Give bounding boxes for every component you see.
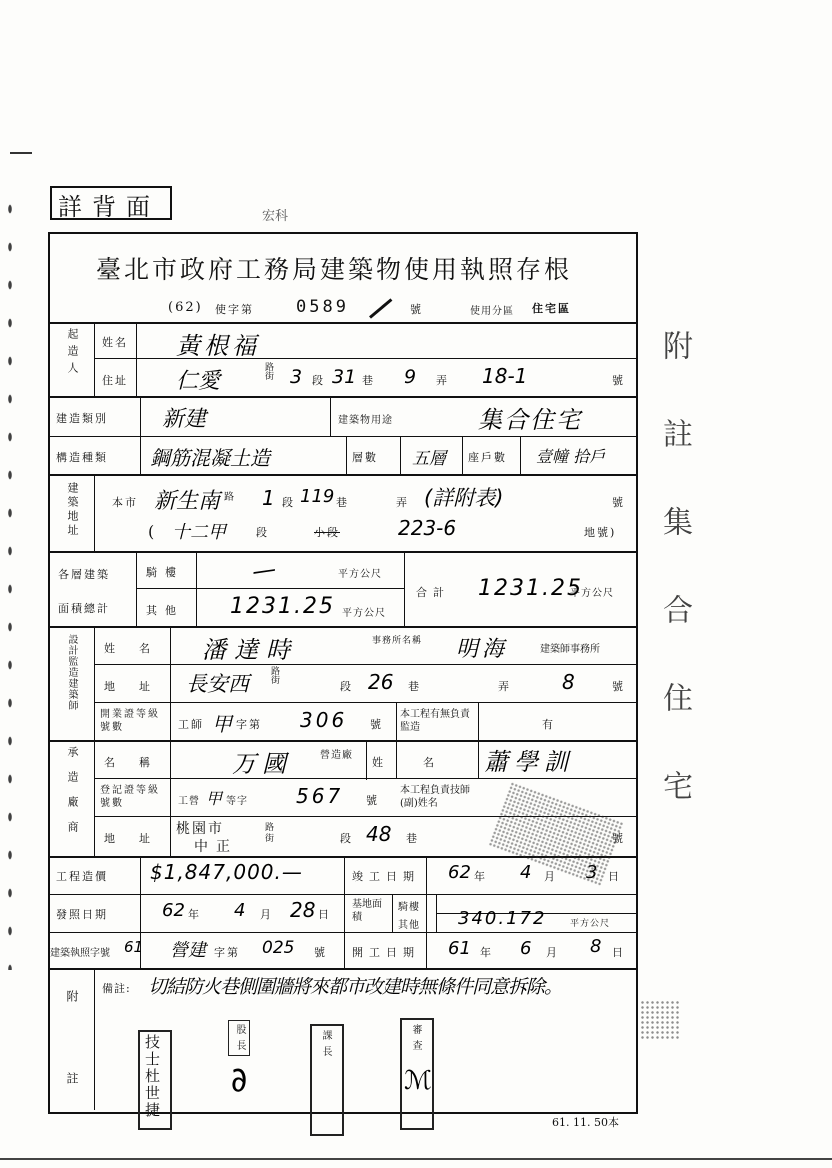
contractor-reg-prefix: 工營 bbox=[178, 796, 200, 807]
designer-addr-road: 長安西 bbox=[186, 672, 249, 696]
designer-office-label: 事務所名稱 bbox=[372, 636, 423, 646]
floors-value: 五層 bbox=[412, 449, 446, 469]
build-permit-mid: 字第 bbox=[214, 946, 240, 959]
lot-prefix: ( bbox=[148, 522, 157, 541]
rule bbox=[94, 628, 95, 856]
start-month: 6 bbox=[520, 938, 532, 959]
start-label: 開工日期 bbox=[352, 946, 420, 959]
review-stamp-text: 審查 bbox=[410, 1024, 421, 1056]
site-sec-unit: 段 bbox=[282, 496, 295, 509]
start-year: 61 bbox=[448, 938, 471, 959]
rule bbox=[196, 553, 197, 627]
base-area-label: 基地面積 bbox=[352, 899, 382, 923]
permit-number: 0589 bbox=[296, 297, 349, 317]
build-permit-suffix: 號 bbox=[314, 946, 327, 959]
site-road-unit: 路 bbox=[224, 492, 235, 503]
site-sec: 1 bbox=[262, 486, 275, 510]
permit-word: 使字第 bbox=[215, 303, 254, 316]
issue-month-unit: 月 bbox=[260, 908, 273, 921]
rule bbox=[48, 436, 636, 437]
rule bbox=[48, 932, 636, 933]
cost-value: $1,847,000.— bbox=[150, 860, 303, 884]
completion-day: 3 bbox=[586, 862, 598, 883]
form-code: 61. 11. 50本 bbox=[552, 1116, 619, 1129]
structure-value: 鋼筋混凝土造 bbox=[150, 446, 270, 470]
rule bbox=[48, 474, 636, 476]
contractor-addr-label: 地址 bbox=[104, 832, 174, 845]
remarks-group-label: 附註 bbox=[65, 990, 79, 1154]
start-day: 8 bbox=[590, 936, 602, 957]
right-margin-dots bbox=[640, 1000, 680, 1040]
starter-addr-no-unit: 號 bbox=[612, 374, 625, 387]
contractor-group-label: 承造廠商 bbox=[66, 746, 79, 846]
issue-month: 4 bbox=[234, 900, 246, 921]
section-chief-signature: ∂ bbox=[226, 1058, 251, 1102]
form-title: 臺北市政府工務局建築物使用執照存根 bbox=[96, 255, 573, 284]
site-note: (詳附表) bbox=[424, 486, 504, 510]
permit-suffix: 號 bbox=[410, 303, 423, 316]
issue-day-unit: 日 bbox=[318, 908, 331, 921]
floors-label: 層數 bbox=[352, 451, 378, 464]
division-chief-stamp-text: 課長 bbox=[320, 1030, 331, 1062]
rule bbox=[48, 968, 636, 970]
designer-addr-alley-unit: 弄 bbox=[498, 680, 511, 693]
site-alley-unit: 弄 bbox=[396, 496, 409, 509]
designer-license-grade: 甲 bbox=[212, 712, 232, 736]
rule bbox=[136, 553, 137, 627]
starter-name-label: 姓名 bbox=[102, 336, 128, 349]
base-other-label: 其他 bbox=[398, 920, 420, 931]
other-area-label: 其他 bbox=[146, 604, 184, 617]
starter-addr-label: 住址 bbox=[102, 374, 128, 387]
designer-addr-no-unit: 號 bbox=[612, 680, 625, 693]
rule bbox=[366, 742, 367, 780]
category-value: 新建 bbox=[162, 407, 207, 432]
starter-name-value: 黃根福 bbox=[176, 332, 260, 360]
contractor-reg-label: 登記證等級號數 bbox=[100, 785, 160, 809]
contractor-name-label: 名稱 bbox=[104, 756, 174, 769]
rule bbox=[94, 970, 95, 1110]
contractor-addr-no-unit: 號 bbox=[612, 832, 625, 845]
starter-addr-no: 18-1 bbox=[482, 364, 528, 388]
site-city: 本市 bbox=[112, 496, 138, 509]
total-area-unit: 平方公尺 bbox=[570, 588, 614, 599]
designer-office-value: 明海 bbox=[456, 637, 509, 662]
designer-addr-no: 8 bbox=[562, 670, 575, 694]
completion-year-unit: 年 bbox=[474, 870, 487, 883]
category-label: 建造類別 bbox=[56, 412, 108, 425]
site-road: 新生南 bbox=[154, 489, 221, 514]
top-rule bbox=[10, 152, 32, 154]
lot-section: 十二甲 bbox=[172, 522, 226, 543]
lot-number: 223-6 bbox=[398, 516, 457, 540]
issue-year: 62 bbox=[162, 900, 185, 921]
contractor-addr-lane-unit: 巷 bbox=[406, 832, 419, 845]
designer-license-word: 字第 bbox=[236, 718, 262, 731]
other-area-unit: 平方公尺 bbox=[342, 608, 386, 619]
permit-year: (62) bbox=[168, 300, 203, 315]
rule bbox=[344, 856, 345, 968]
arcade-label: 騎樓 bbox=[146, 566, 184, 579]
base-arcade-label: 騎樓 bbox=[398, 902, 420, 913]
completion-month-unit: 月 bbox=[544, 870, 557, 883]
base-area-unit: 平方公尺 bbox=[570, 919, 611, 929]
total-area-value: 1231.25 bbox=[478, 576, 583, 601]
completion-month: 4 bbox=[520, 862, 532, 883]
rule bbox=[426, 856, 427, 968]
use-label: 建築物用途 bbox=[338, 415, 393, 426]
issue-year-unit: 年 bbox=[188, 908, 201, 921]
rule bbox=[400, 436, 401, 474]
site-no-unit: 號 bbox=[612, 496, 625, 509]
rule bbox=[346, 436, 347, 474]
site-lane: 119 bbox=[300, 486, 335, 507]
lot-sub: 小段 bbox=[314, 526, 340, 539]
contractor-name-value: 万國 bbox=[232, 750, 292, 778]
rule bbox=[94, 476, 95, 552]
starter-addr-lane-unit: 巷 bbox=[362, 374, 375, 387]
designer-license-no: 306 bbox=[300, 708, 348, 732]
designer-addr-road-unit: 路街 bbox=[269, 666, 279, 684]
lot-suffix: 地號) bbox=[584, 526, 617, 539]
build-permit-word: 營建 bbox=[170, 940, 206, 961]
supervise-label: 本工程有無負責監造 bbox=[400, 709, 470, 733]
build-permit-year: 61 bbox=[124, 938, 144, 956]
base-other-value: 340.172 bbox=[458, 908, 547, 929]
units-label: 座戶數 bbox=[468, 451, 507, 464]
structure-label: 構造種類 bbox=[56, 451, 108, 464]
starter-addr-sec: 3 bbox=[290, 366, 303, 388]
use-value: 集合住宅 bbox=[478, 406, 582, 434]
designer-addr-lane-unit: 巷 bbox=[408, 680, 421, 693]
contractor-reg-no: 567 bbox=[296, 784, 344, 808]
starter-addr-road-unit: 路街 bbox=[263, 362, 273, 380]
arcade-unit: 平方公尺 bbox=[338, 569, 382, 580]
rule bbox=[330, 398, 331, 436]
area-label-2: 面積總計 bbox=[58, 602, 110, 615]
rule bbox=[94, 702, 636, 703]
starter-addr-alley: 9 bbox=[404, 366, 417, 388]
designer-addr-label: 地址 bbox=[104, 680, 174, 693]
rule bbox=[140, 398, 141, 476]
rule bbox=[520, 436, 521, 474]
designer-license-prefix: 工師 bbox=[178, 718, 204, 731]
back-side-tab-label: 詳背面 bbox=[58, 193, 160, 221]
rule bbox=[94, 664, 636, 665]
units-value: 壹幢 拾戶 bbox=[536, 447, 606, 466]
bottom-rule bbox=[0, 1158, 832, 1160]
designer-license-suffix: 號 bbox=[370, 718, 383, 731]
build-permit-number: 025 bbox=[262, 938, 295, 958]
rule bbox=[48, 894, 636, 895]
contractor-addr-city: 桃園市 bbox=[176, 821, 224, 837]
lot-sec-unit: 段 bbox=[256, 526, 269, 539]
section-chief-stamp-text: 股長 bbox=[234, 1024, 245, 1056]
rule bbox=[478, 702, 479, 778]
zone-label: 使用分區 bbox=[470, 306, 514, 317]
rule bbox=[436, 894, 437, 932]
supervise-value: 有 bbox=[542, 718, 555, 731]
contractor-reg-word: 等字 bbox=[226, 796, 248, 807]
inspector-stamp-text: 技士杜世捷 bbox=[143, 1034, 161, 1119]
starter-group-label: 起造人 bbox=[66, 328, 79, 379]
start-month-unit: 月 bbox=[546, 946, 559, 959]
contractor-addr-sec-unit: 段 bbox=[340, 832, 353, 845]
review-signature: ℳ bbox=[404, 1066, 432, 1096]
contractor-person-value: 蕭學訓 bbox=[484, 748, 574, 776]
starter-addr-alley-unit: 弄 bbox=[436, 374, 449, 387]
start-day-unit: 日 bbox=[612, 946, 625, 959]
build-permit-label: 建築執照字號 bbox=[50, 948, 110, 959]
rule bbox=[94, 778, 636, 779]
designer-name-value: 潘達時 bbox=[202, 636, 298, 664]
cost-label: 工程造價 bbox=[56, 870, 108, 883]
remarks-value: 切結防火巷側圍牆將來都市改建時無條件同意拆除。 bbox=[148, 976, 563, 998]
right-margin-text: 附註集合住宅 bbox=[657, 330, 692, 858]
top-stamp-mark: 宏科 bbox=[262, 209, 289, 224]
rule bbox=[170, 628, 171, 856]
site-lane-unit: 巷 bbox=[336, 496, 349, 509]
issue-day: 28 bbox=[290, 898, 316, 922]
contractor-addr-road: 中正 bbox=[194, 839, 238, 855]
total-area-label: 合計 bbox=[416, 586, 450, 599]
designer-addr-lane: 26 bbox=[368, 670, 394, 694]
rule bbox=[94, 322, 95, 398]
area-label-1: 各層建築 bbox=[58, 568, 110, 581]
rule bbox=[136, 588, 404, 589]
designer-addr-sec-unit: 段 bbox=[340, 680, 353, 693]
zone-value: 住宅區 bbox=[532, 302, 571, 315]
rule bbox=[404, 553, 405, 627]
completion-year: 62 bbox=[448, 862, 471, 883]
rule bbox=[392, 894, 393, 932]
remarks-label: 備註: bbox=[102, 982, 131, 995]
arcade-value: — bbox=[250, 554, 278, 586]
starter-addr-lane: 31 bbox=[332, 366, 357, 388]
rule bbox=[136, 322, 137, 398]
start-year-unit: 年 bbox=[480, 946, 493, 959]
designer-name-label: 姓名 bbox=[104, 642, 174, 655]
designer-license-label: 開業證等級號數 bbox=[100, 709, 160, 733]
site-group-label: 建築地址 bbox=[66, 482, 79, 538]
starter-addr-sec-unit: 段 bbox=[312, 374, 325, 387]
rule bbox=[462, 436, 463, 474]
designer-office-suffix: 建築師事務所 bbox=[540, 644, 600, 655]
contractor-reg-grade: 甲 bbox=[206, 789, 223, 808]
left-margin-dots bbox=[2, 190, 18, 970]
contractor-addr-road-unit: 路街 bbox=[263, 822, 273, 844]
contractor-addr-lane: 48 bbox=[366, 822, 392, 846]
designer-group-label: 設計監造建築師 bbox=[66, 634, 77, 711]
completion-label: 竣工日期 bbox=[352, 870, 420, 883]
other-area-value: 1231.25 bbox=[230, 594, 335, 619]
contractor-reg-suffix: 號 bbox=[366, 794, 379, 807]
contractor-name-suffix: 營造廠 bbox=[320, 750, 353, 761]
starter-addr-road: 仁愛 bbox=[176, 369, 221, 394]
contractor-tech-label: 本工程負責技師(副)姓名 bbox=[400, 785, 470, 809]
completion-day-unit: 日 bbox=[608, 870, 621, 883]
contractor-person-label: 姓名 bbox=[372, 756, 474, 769]
issue-label: 發照日期 bbox=[56, 908, 108, 921]
